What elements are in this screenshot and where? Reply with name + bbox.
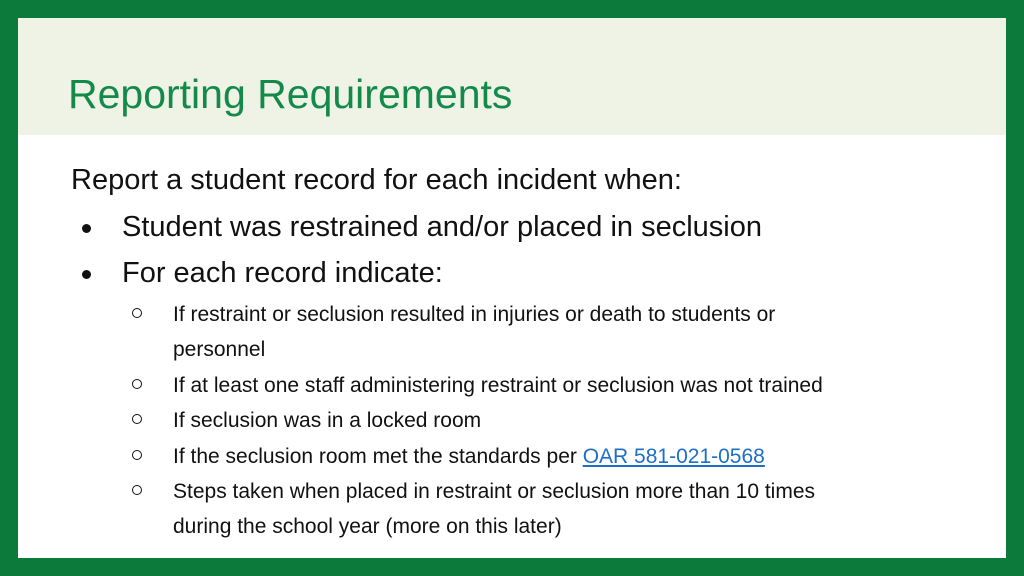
bullet-restrained: Student was restrained and/or placed in seclusion xyxy=(122,211,762,243)
slide-body xyxy=(18,18,1006,558)
oar-link[interactable]: OAR 581-021-0568 xyxy=(582,445,765,468)
bullet-dot-icon xyxy=(82,270,91,279)
sub-bullet-steps-taken-cont: during the school year (more on this later) xyxy=(173,515,562,538)
sub-bullet-injuries: If restraint or seclusion resulted in injuries or death to students or xyxy=(173,303,776,326)
sub-bullet-injuries-cont: personnel xyxy=(173,338,266,361)
sub-bullet-circle-icon xyxy=(132,414,142,424)
sub-bullet-circle-icon xyxy=(132,485,142,495)
sub-bullet-not-trained: If at least one staff administering restraint or seclusion was not trained xyxy=(173,374,823,397)
sub-bullet-steps-taken: Steps taken when placed in restraint or seclusion more than 10 times xyxy=(173,480,816,503)
sub-bullet-circle-icon xyxy=(132,308,142,318)
sub-bullet-locked-room: If seclusion was in a locked room xyxy=(173,409,482,432)
intro-text: Report a student record for each incident when: xyxy=(71,164,682,196)
sub-bullet-circle-icon xyxy=(132,379,142,389)
sub-bullet-room-standards xyxy=(173,440,765,474)
sub-bullet-circle-icon xyxy=(132,450,142,460)
sub-bullet-room-standards-text: If the seclusion room met the standards per xyxy=(173,445,583,468)
bullet-dot-icon xyxy=(82,224,91,233)
slide-title: Reporting Requirements xyxy=(68,71,513,117)
slide xyxy=(18,18,1006,558)
bullet-each-record: For each record indicate: xyxy=(122,257,443,289)
